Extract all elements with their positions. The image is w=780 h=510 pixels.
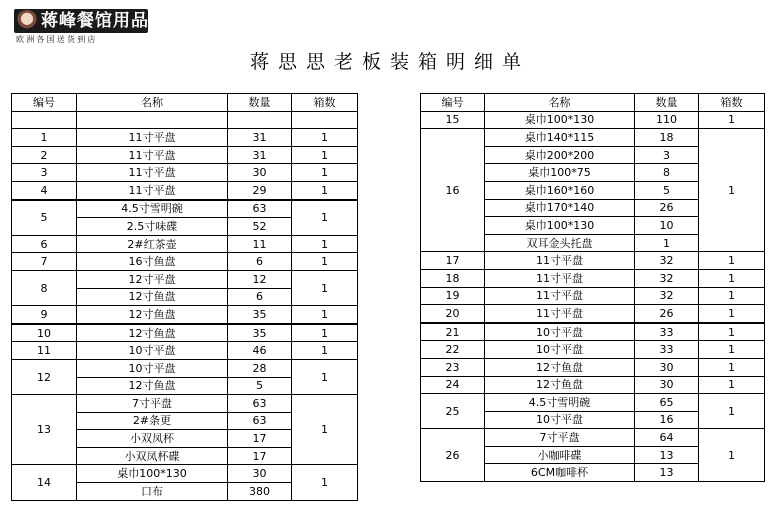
box-count-cell: 1 [699, 305, 765, 323]
item-name-cell: 11寸平盘 [485, 287, 635, 305]
quantity-cell: 380 [228, 483, 292, 501]
table-row [421, 287, 765, 305]
table-row [12, 359, 358, 377]
quantity-cell: 3 [635, 146, 699, 164]
brand-name: 蒋峰餐馆用品 [41, 11, 149, 31]
item-name-cell: 桌巾140*115 [485, 129, 635, 147]
item-name-cell: 桌巾200*200 [485, 146, 635, 164]
box-number-cell: 6 [12, 235, 77, 253]
quantity-cell: 35 [228, 324, 292, 342]
quantity-cell: 63 [228, 200, 292, 218]
table-row [421, 376, 765, 394]
table-row [421, 269, 765, 287]
item-name-cell: 10寸平盘 [77, 342, 228, 360]
item-name-cell: 11寸平盘 [485, 252, 635, 270]
box-count-cell: 1 [699, 129, 765, 252]
quantity-cell: 32 [635, 269, 699, 287]
box-count-cell: 1 [699, 376, 765, 394]
table-row [12, 465, 358, 483]
quantity-cell: 31 [228, 146, 292, 164]
box-count-cell: 1 [699, 429, 765, 482]
item-name-cell: 12寸鱼盘 [77, 324, 228, 342]
box-count-cell: 1 [699, 287, 765, 305]
box-count-cell: 1 [699, 111, 765, 129]
item-name-cell: 双耳金头托盘 [485, 234, 635, 252]
table-row [421, 129, 765, 147]
item-name-cell: 桌巾100*75 [485, 164, 635, 182]
table-row [12, 164, 358, 182]
box-count-cell: 1 [292, 146, 358, 164]
box-number-cell: 14 [12, 465, 77, 500]
table-row [12, 342, 358, 360]
item-name-cell: 桌巾100*130 [485, 217, 635, 235]
item-name-cell: 小双凤杯 [77, 430, 228, 448]
table-row [421, 358, 765, 376]
item-name-cell: 7寸平盘 [485, 429, 635, 447]
quantity-cell: 46 [228, 342, 292, 360]
item-name-cell: 2.5寸味碟 [77, 218, 228, 236]
item-name-cell: 口布 [77, 483, 228, 501]
column-header: 箱数 [292, 94, 358, 112]
table-row [12, 270, 358, 288]
owner-portrait-icon [16, 10, 38, 32]
item-name-cell: 12寸鱼盘 [77, 288, 228, 306]
quantity-cell: 26 [635, 199, 699, 217]
quantity-cell: 8 [635, 164, 699, 182]
quantity-cell: 17 [228, 430, 292, 448]
box-number-cell: 4 [12, 181, 77, 199]
quantity-cell: 63 [228, 412, 292, 430]
item-name-cell: 11寸平盘 [77, 146, 228, 164]
column-header: 箱数 [699, 94, 765, 112]
column-header: 名称 [77, 94, 228, 112]
header-row [12, 94, 358, 112]
box-count-cell: 1 [699, 323, 765, 341]
quantity-cell: 64 [635, 429, 699, 447]
table-row [12, 395, 358, 413]
box-count-cell: 1 [292, 342, 358, 360]
item-name-cell: 6CM咖啡杯 [485, 464, 635, 482]
box-number-cell: 20 [421, 305, 485, 323]
box-count-cell: 1 [699, 394, 765, 429]
column-header: 编号 [421, 94, 485, 112]
item-name-cell: 11寸平盘 [485, 269, 635, 287]
box-count-cell: 1 [292, 200, 358, 236]
box-number-cell: 18 [421, 269, 485, 287]
item-name-cell: 10寸平盘 [77, 359, 228, 377]
table-row [12, 129, 358, 147]
item-name-cell: 16寸鱼盘 [77, 253, 228, 271]
quantity-cell: 31 [228, 129, 292, 147]
box-count-cell: 1 [699, 341, 765, 359]
quantity-cell: 26 [635, 305, 699, 323]
box-number-cell: 24 [421, 376, 485, 394]
table-row [421, 323, 765, 341]
quantity-cell: 35 [228, 306, 292, 324]
box-number-cell [12, 111, 77, 129]
item-name-cell: 2#红茶壶 [77, 235, 228, 253]
table-row [421, 305, 765, 323]
item-name-cell: 10寸平盘 [485, 341, 635, 359]
table-row [421, 394, 765, 412]
quantity-cell: 30 [228, 465, 292, 483]
column-header: 数量 [635, 94, 699, 112]
brand-subtitle: 欧洲各国送货到店 [16, 35, 98, 44]
box-number-cell: 1 [12, 129, 77, 147]
item-name-cell: 12寸鱼盘 [77, 306, 228, 324]
box-count-cell: 1 [292, 359, 358, 394]
box-count-cell: 1 [699, 269, 765, 287]
box-count-cell: 1 [699, 358, 765, 376]
box-number-cell: 17 [421, 252, 485, 270]
table-row [12, 146, 358, 164]
item-name-cell [77, 111, 228, 129]
box-number-cell: 11 [12, 342, 77, 360]
box-count-cell: 1 [292, 395, 358, 465]
quantity-cell: 28 [228, 359, 292, 377]
quantity-cell: 10 [635, 217, 699, 235]
item-name-cell: 小双凤杯碟 [77, 447, 228, 465]
box-count-cell: 1 [699, 252, 765, 270]
item-name-cell: 11寸平盘 [77, 164, 228, 182]
item-name-cell: 4.5寸雪明碗 [485, 394, 635, 412]
box-number-cell: 22 [421, 341, 485, 359]
quantity-cell: 30 [228, 164, 292, 182]
table-row [12, 200, 358, 218]
box-number-cell: 8 [12, 270, 77, 305]
quantity-cell: 33 [635, 341, 699, 359]
table-row [12, 324, 358, 342]
table-row [12, 306, 358, 324]
box-count-cell: 1 [292, 306, 358, 324]
item-name-cell: 12寸鱼盘 [77, 377, 228, 395]
box-number-cell: 19 [421, 287, 485, 305]
table-row [12, 253, 358, 271]
box-count-cell: 1 [292, 324, 358, 342]
quantity-cell: 13 [635, 464, 699, 482]
quantity-cell: 5 [635, 181, 699, 199]
item-name-cell: 桌巾160*160 [485, 181, 635, 199]
column-header: 编号 [12, 94, 77, 112]
company-logo [14, 9, 148, 45]
box-number-cell: 12 [12, 359, 77, 394]
quantity-cell: 32 [635, 252, 699, 270]
box-count-cell: 1 [292, 129, 358, 147]
quantity-cell: 30 [635, 358, 699, 376]
quantity-cell: 6 [228, 253, 292, 271]
column-header: 数量 [228, 94, 292, 112]
box-number-cell: 15 [421, 111, 485, 129]
box-count-cell: 1 [292, 270, 358, 305]
quantity-cell: 110 [635, 111, 699, 129]
quantity-cell: 33 [635, 323, 699, 341]
item-name-cell: 10寸平盘 [485, 323, 635, 341]
box-number-cell: 13 [12, 395, 77, 465]
item-name-cell: 小咖啡碟 [485, 446, 635, 464]
quantity-cell: 30 [635, 376, 699, 394]
item-name-cell: 4.5寸雪明碗 [77, 200, 228, 218]
item-name-cell: 7寸平盘 [77, 395, 228, 413]
box-number-cell: 7 [12, 253, 77, 271]
quantity-cell: 18 [635, 129, 699, 147]
box-count-cell: 1 [292, 181, 358, 199]
quantity-cell: 6 [228, 288, 292, 306]
packing-table-left [11, 93, 358, 501]
quantity-cell: 5 [228, 377, 292, 395]
box-count-cell: 1 [292, 164, 358, 182]
box-number-cell: 25 [421, 394, 485, 429]
box-count-cell: 1 [292, 235, 358, 253]
box-number-cell: 3 [12, 164, 77, 182]
table-row [12, 111, 358, 129]
quantity-cell [228, 111, 292, 129]
quantity-cell: 17 [228, 447, 292, 465]
item-name-cell: 12寸平盘 [77, 270, 228, 288]
box-number-cell: 9 [12, 306, 77, 324]
quantity-cell: 11 [228, 235, 292, 253]
box-count-cell [292, 111, 358, 129]
item-name-cell: 12寸鱼盘 [485, 358, 635, 376]
quantity-cell: 12 [228, 270, 292, 288]
item-name-cell: 12寸鱼盘 [485, 376, 635, 394]
box-number-cell: 10 [12, 324, 77, 342]
item-name-cell: 11寸平盘 [485, 305, 635, 323]
table-row [12, 235, 358, 253]
box-number-cell: 16 [421, 129, 485, 252]
table-row [421, 341, 765, 359]
packing-table-right [420, 93, 765, 482]
box-number-cell: 26 [421, 429, 485, 482]
box-number-cell: 21 [421, 323, 485, 341]
quantity-cell: 1 [635, 234, 699, 252]
item-name-cell: 2#条更 [77, 412, 228, 430]
table-row [421, 429, 765, 447]
box-number-cell: 2 [12, 146, 77, 164]
quantity-cell: 65 [635, 394, 699, 412]
document-title: 蒋思思老板装箱明细单 [249, 51, 530, 73]
quantity-cell: 29 [228, 181, 292, 199]
quantity-cell: 16 [635, 411, 699, 429]
column-header: 名称 [485, 94, 635, 112]
table-row [421, 111, 765, 129]
table-row [12, 181, 358, 199]
quantity-cell: 32 [635, 287, 699, 305]
box-count-cell: 1 [292, 465, 358, 500]
table-row [421, 252, 765, 270]
box-number-cell: 5 [12, 200, 77, 236]
box-number-cell: 23 [421, 358, 485, 376]
logo-banner [14, 9, 148, 33]
quantity-cell: 52 [228, 218, 292, 236]
quantity-cell: 63 [228, 395, 292, 413]
item-name-cell: 10寸平盘 [485, 411, 635, 429]
item-name-cell: 桌巾100*130 [485, 111, 635, 129]
box-count-cell: 1 [292, 253, 358, 271]
item-name-cell: 桌巾170*140 [485, 199, 635, 217]
quantity-cell: 13 [635, 446, 699, 464]
item-name-cell: 桌巾100*130 [77, 465, 228, 483]
header-row [421, 94, 765, 112]
item-name-cell: 11寸平盘 [77, 129, 228, 147]
item-name-cell: 11寸平盘 [77, 181, 228, 199]
